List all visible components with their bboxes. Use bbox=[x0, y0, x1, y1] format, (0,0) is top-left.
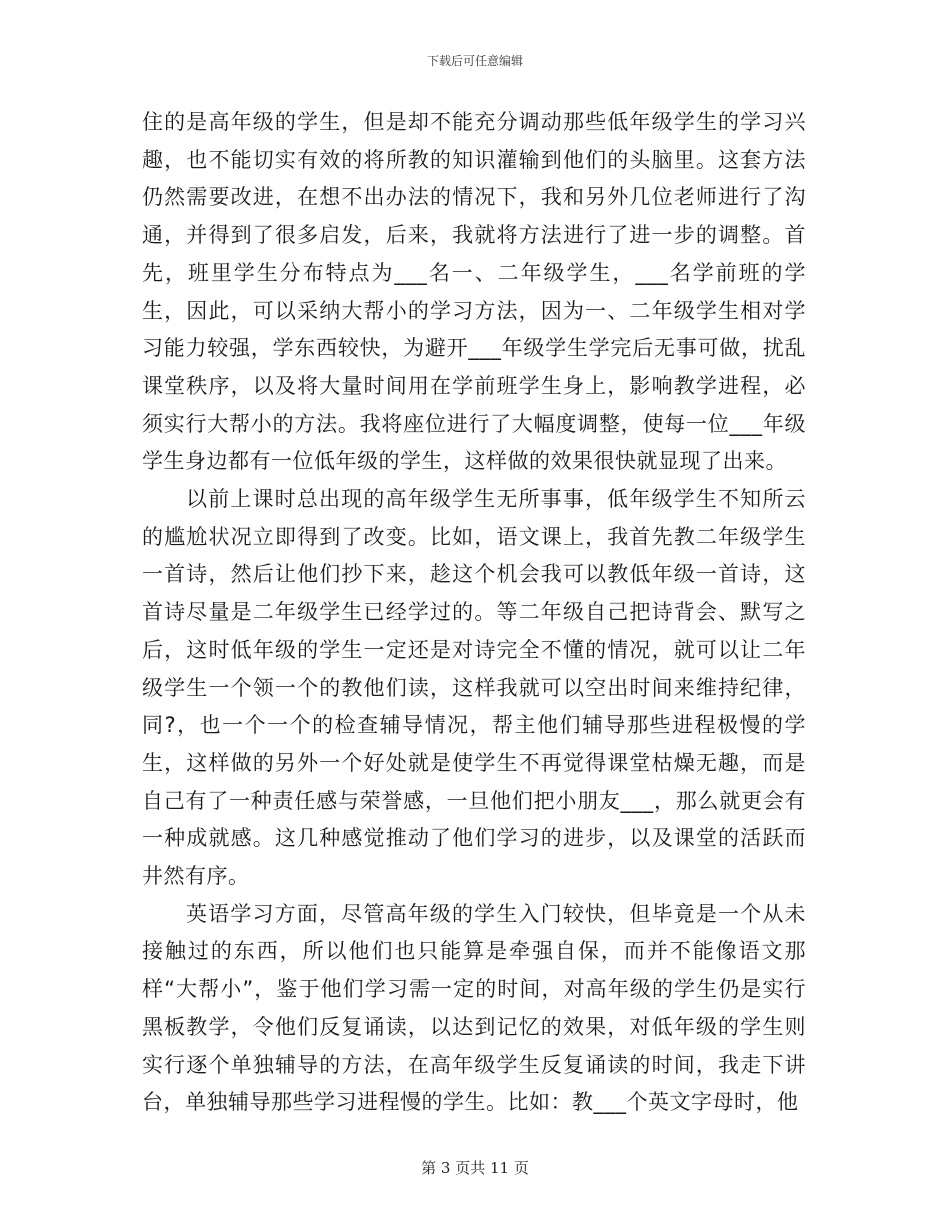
document-body bbox=[142, 104, 806, 1122]
paragraph-2: 以前上课时总出现的高年级学生无所事事，低年级学生不知所云的尴尬状况立即得到了改变。比如，语文课上，我首先教二年级学生一首诗，然后让他们抄下来，趁这个机会我可以教低年级一首诗，这首诗尽量是二年级学生已经学过的。等二年级自己把诗背会、默写之后，这时低年级的学生一定还是对诗完全不懂的情况，就可以让二年级学生一个领一个的教他们读，这样我就可以空出时间来维持纪律，同?，也一个一个的检查辅导情况，帮主他们辅导那些进程极慢的学生，这样做的另外一个好处就是使学生不再觉得课堂枯燥无趣，而是自己有了一种责任感与荣誉感，一旦他们把小朋友___，那么就更会有一种成就感。这几种感觉推动了他们学习的进步，以及课堂的活跃而井然有序。 bbox=[142, 487, 806, 889]
paragraph-1: 住的是高年级的学生，但是却不能充分调动那些低年级学生的学习兴趣，也不能切实有效的将所教的知识灌输到他们的头脑里。这套方法仍然需要改进，在想不出办法的情况下，我和另外几位老师进行了沟通，并得到了很多启发，后来，我就将方法进行了进一步的调整。首先，班里学生分布特点为___名一、二年级学生，___名学前班的学生，因此，可以采纳大帮小的学习方法，因为一、二年级学生相对学习能力较强，学东西较快，为避开___年级学生学完后无事可做，扰乱课堂秩序，以及将大量时间用在学前班学生身上，影响教学进程，必须实行大帮小的方法。我将座位进行了大幅度调整，使每一位___年级学生身边都有一位低年级的学生，这样做的效果很快就显现了出来。 bbox=[142, 110, 806, 474]
paragraph-3: 英语学习方面，尽管高年级的学生入门较快，但毕竟是一个从未接触过的东西，所以他们也只能算是牵强自保，而并不能像语文那样“大帮小”，鉴于他们学习需一定的时间，对高年级的学生仍是实行黑板教学，令他们反复诵读，以达到记忆的效果，对低年级的学生则实行逐个单独辅导的方法，在高年级学生反复诵读的时间，我走下讲台，单独辅导那些学习进程慢的学生。比如：教___个英文字母时，他 bbox=[142, 901, 806, 1115]
page-footer: 第 3 页共 11 页 bbox=[421, 1159, 529, 1177]
page-header: 下载后可任意编辑 bbox=[426, 54, 523, 68]
